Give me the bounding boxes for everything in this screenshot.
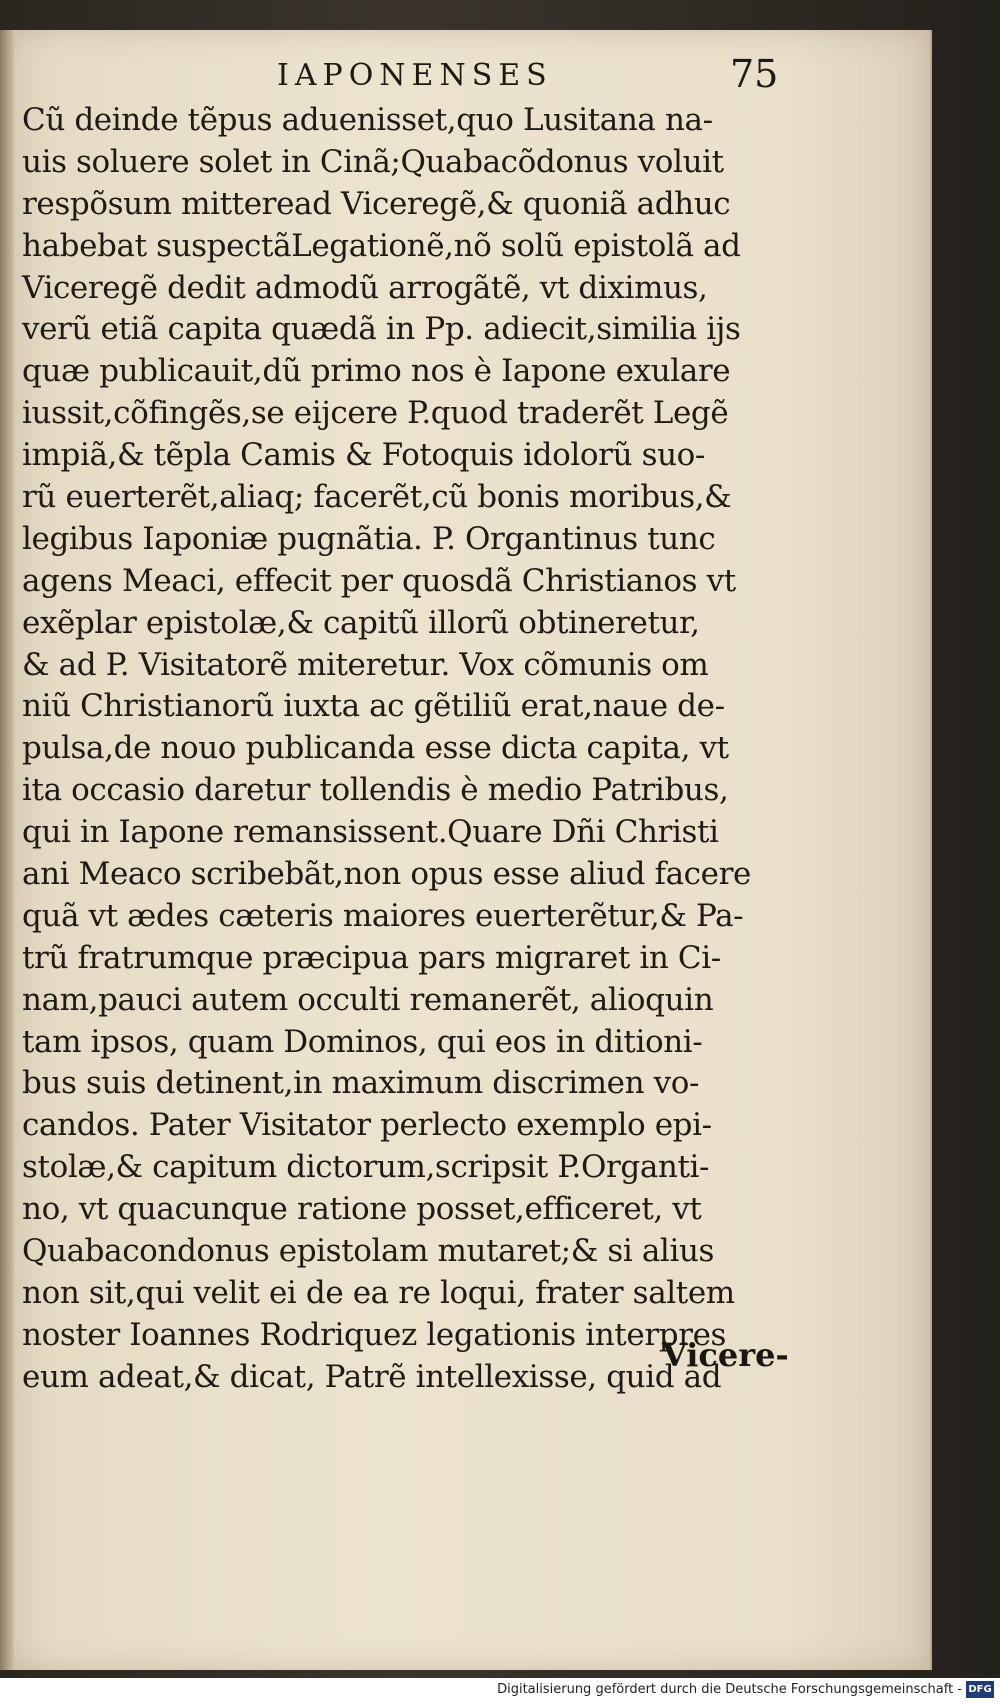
text-line: non sit,qui velit ei de ea re loqui, frater saltem <box>22 1274 735 1311</box>
text-line: & ad P. Visitatorẽ miteretur. Vox cõmunis om <box>22 646 709 683</box>
body-text <box>22 100 792 1399</box>
catchword: Vicere- <box>662 1336 789 1374</box>
text-line: bus suis detinent,in maximum discrimen vo- <box>22 1065 700 1102</box>
text-line: pulsa,de nouo publicanda esse dicta capita, vt <box>22 730 729 767</box>
running-head <box>0 38 930 96</box>
text-line: Quabacondonus epistolam mutaret;& si alius <box>22 1233 715 1270</box>
page-gutter <box>0 30 14 1670</box>
text-line: quæ publicauit,dũ primo nos è Iapone exulare <box>22 353 731 390</box>
text-line: Viceregẽ dedit admodũ arrogãtẽ, vt diximus, <box>22 269 708 306</box>
text-line: exẽplar epistolæ,& capitũ illorũ obtineretur, <box>22 604 700 641</box>
text-line: quã vt ædes cæteris maiores euerterẽtur,& Pa- <box>22 897 744 934</box>
text-line: candos. Pater Visitator perlecto exemplo epi- <box>22 1107 712 1144</box>
text-line: qui in Iapone remansissent.Quare Dñi Christi <box>22 814 719 851</box>
page-number: 75 <box>730 52 779 96</box>
funding-credit: Digitalisierung gefördert durch die Deutsche Forschungsgemeinschaft - <box>497 1682 962 1697</box>
text-line: ita occasio daretur tollendis è medio Patribus, <box>22 772 729 809</box>
text-line: ani Meaco scribebãt,non opus esse aliud facere <box>22 856 751 893</box>
text-line: stolæ,& capitum dictorum,scripsit P.Organti- <box>22 1149 710 1186</box>
text-line: nam,pauci autem occulti remanerẽt, alioquin <box>22 981 714 1018</box>
text-line: habebat suspectãLegationẽ,nõ solũ epistolã ad <box>22 227 741 264</box>
text-line: eum adeat,& dicat, Patrẽ intellexisse, quid ad <box>22 1358 722 1395</box>
text-line: iussit,cõfingẽs,se eijcere P.quod traderẽt Legẽ <box>22 395 729 432</box>
text-line: impiã,& tẽpla Camis & Fotoquis idolorũ suo- <box>22 437 706 474</box>
digitization-footer <box>0 1678 1000 1704</box>
text-line: trũ fratrumque præcipua pars migraret in Ci- <box>22 939 721 976</box>
text-line: tam ipsos, quam Dominos, qui eos in ditioni- <box>22 1023 703 1060</box>
text-line: niũ Christianorũ iuxta ac gẽtiliũ erat,naue de- <box>22 688 725 725</box>
text-line: noster Ioannes Rodriquez legationis interpres <box>22 1316 727 1353</box>
text-line: legibus Iaponiæ pugnãtia. P. Organtinus tunc <box>22 520 716 557</box>
text-line: verũ etiã capita quædã in Pp. adiecit,similia ijs <box>22 311 741 348</box>
text-line: Cũ deinde tẽpus aduenisset,quo Lusitana na- <box>22 102 713 138</box>
text-line: rũ euerterẽt,aliaq; facerẽt,cũ bonis moribus,& <box>22 479 732 516</box>
text-line: uis soluere solet in Cinã;Quabacõdonus voluit <box>22 143 724 180</box>
running-title: IAPONENSES <box>277 58 553 93</box>
text-line: no, vt quacunque ratione posset,efficeret, vt <box>22 1191 702 1228</box>
dfg-logo: DFG <box>966 1681 994 1698</box>
text-line: respõsum mitteread Viceregẽ,& quoniã adhuc <box>22 185 731 222</box>
text-line: agens Meaci, effecit per quosdã Christianos vt <box>22 562 736 599</box>
